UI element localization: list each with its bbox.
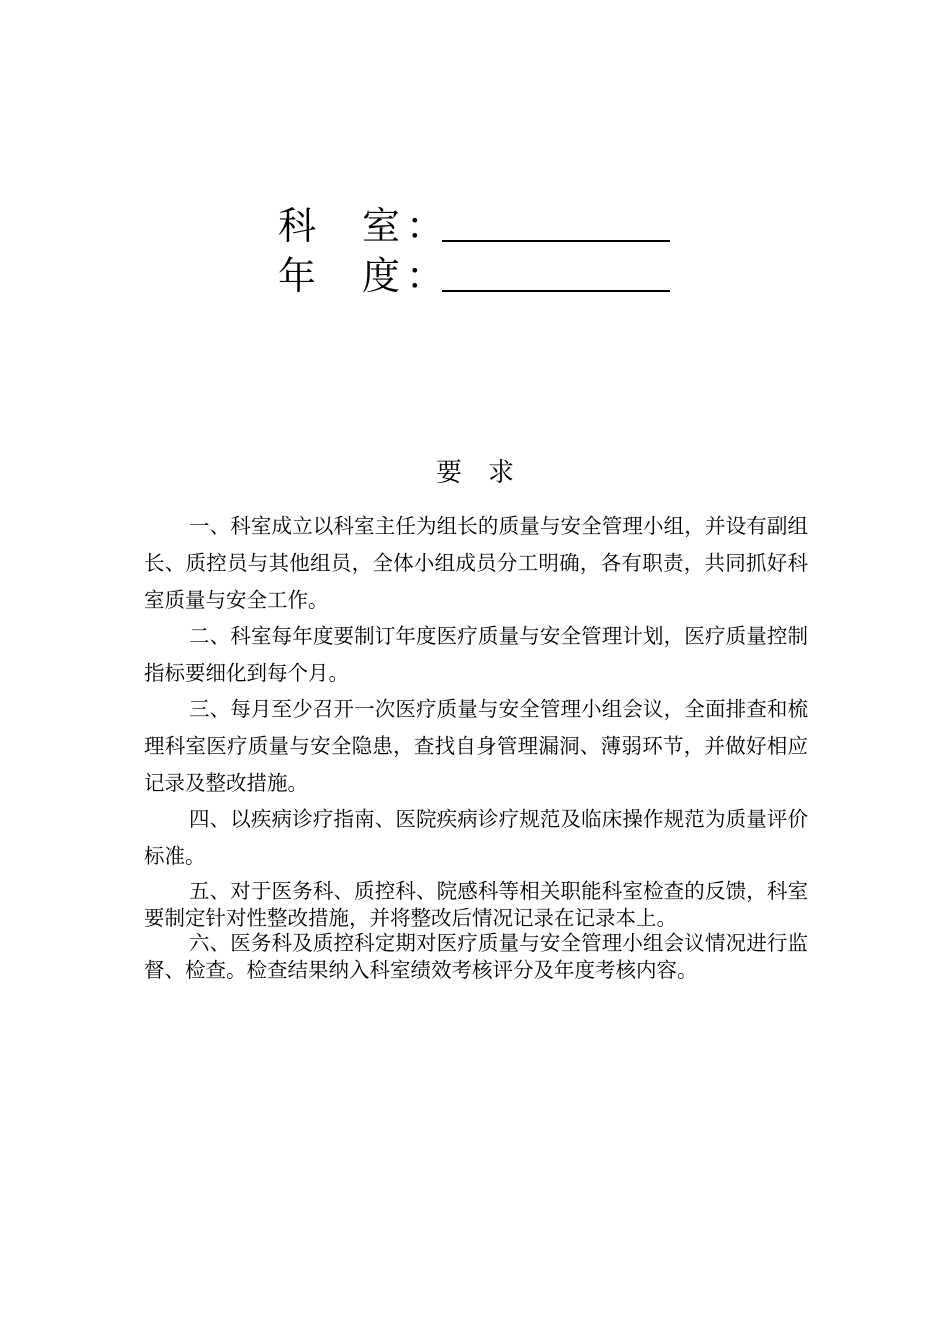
year-blank-line (442, 290, 670, 292)
department-label-char-1: 科 (278, 204, 317, 248)
department-label-char-2: 室 (362, 204, 401, 248)
requirement-item-3: 三、每月至少召开一次医疗质量与安全管理小组会议，全面排查和梳理科室医疗质量与安全隐患，查找自身管理漏洞、薄弱环节，并做好相应记录及整改措施。 (144, 697, 808, 795)
requirement-item-2: 二、科室每年度要制订年度医疗质量与安全管理计划，医疗质量控制指标要细化到每个月。 (144, 624, 808, 685)
requirement-item-6: 六、医务科及质控科定期对医疗质量与安全管理小组会议情况进行监督、检查。检查结果纳入科室绩效考核评分及年度考核内容。 (144, 931, 808, 982)
department-label-colon: ： (406, 204, 445, 248)
department-blank-line (442, 240, 670, 242)
year-label-char-2: 度 (362, 254, 401, 298)
year-label-colon: ： (406, 254, 445, 298)
requirement-item-4: 四、以疾病诊疗指南、医院疾病诊疗规范及临床操作规范为质量评价标准。 (144, 807, 808, 868)
year-label-char-1: 年 (278, 254, 317, 298)
year-field (278, 252, 670, 300)
department-field (278, 202, 670, 250)
requirement-item-1: 一、科室成立以科室主任为组长的质量与安全管理小组，并设有副组长、质控员与其他组员，全体小组成员分工明确，各有职责，共同抓好科室质量与安全工作。 (144, 514, 808, 612)
requirement-item-5: 五、对于医务科、质控科、院感科等相关职能科室检查的反馈，科室要制定针对性整改措施，并将整改后情况记录在记录本上。 (144, 879, 808, 930)
requirements-title: 要求 (435, 458, 540, 488)
